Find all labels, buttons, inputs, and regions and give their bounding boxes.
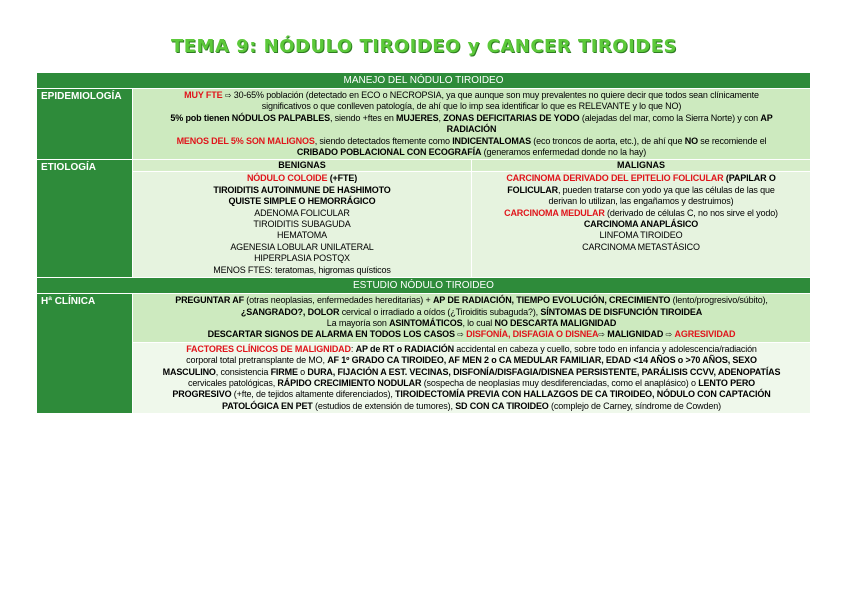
epi-text-2: significativos o que conlleven patología, de ahí que lo imp sea identificar lo que es RELEVANTE y lo que NO) [261, 101, 682, 112]
factores-red: FACTORES CLÍNICOS DE MALIGNIDAD [186, 343, 351, 354]
factores-bold: DURA, FIJACIÓN A EST. VECINAS, DISFONÍA/DISFAGIA/DISNEA PERSISTENTE, PARÁLISIS CCVV, ADENOPATÍAS [307, 366, 781, 377]
factores-line-4 [137, 378, 806, 389]
list-item [137, 196, 467, 207]
clinica-bold: ASINTOMÁTICOS [389, 317, 463, 328]
clinica-text: (otras neoplasias, enfermedades hereditarias) + [243, 295, 433, 306]
clinica-bold: SÍNTOMAS DE DISFUNCIÓN TIROIDEA [540, 306, 703, 317]
benigna-bold: QUISTE SIMPLE O HEMORRÁGICO [228, 196, 376, 207]
clinica-line-3 [137, 318, 806, 329]
epi-line-6 [137, 147, 806, 158]
epi-line-5 [137, 136, 806, 147]
maligna-text: (derivado de células C, no nos sirve el yodo) [604, 207, 778, 218]
list-item: HEMATOMA [277, 230, 327, 241]
maligna-red: CARCINOMA MEDULAR [504, 207, 605, 218]
factores-bold: SD CON CA TIROIDEO [455, 400, 549, 411]
list-item [476, 219, 806, 230]
factores-text: cervicales patológicas, [187, 377, 278, 388]
clinica-text: , lo cual [462, 317, 495, 328]
factores-text: o [297, 366, 308, 377]
list-item: AGENESIA LOBULAR UNILATERAL [230, 241, 374, 252]
epidemiologia-row [37, 89, 811, 160]
factores-text: : [350, 343, 356, 354]
clinica-line-4 [137, 329, 806, 340]
epi-text: (alejadas del mar, como la Sierra Norte) y con [579, 112, 761, 123]
epi-line-4 [137, 124, 806, 135]
clinica-line-1 [137, 295, 806, 306]
epi-text-1: 30-65% población (detectado en ECO o NECROPSIA, ya que aunque son muy prevalentes no quiere decir que todos sean clínicamente [231, 90, 759, 100]
clinica-bold: PREGUNTAR AF [175, 295, 244, 306]
factores-line-2 [137, 355, 806, 366]
factores-bold: AF 1º GRADO CA TIROIDEO, AF MEN 2 o CA MEDULAR FAMILIAR, EDAD <14 AÑOS o >70 AÑOS, SEXO [327, 355, 757, 366]
epi-text: , siendo +ftes en [329, 112, 397, 123]
list-item: HIPERPLASIA POSTQX [254, 253, 350, 264]
epi-bold: 5% pob tienen NÓDULOS PALPABLES [170, 112, 330, 123]
epi-text: , [438, 112, 444, 123]
list-item: TIROIDITIS SUBAGUDA [253, 219, 351, 230]
epi-text: , siendo detectados ftemente como [314, 135, 453, 146]
clinica-text: La mayoría son [326, 317, 390, 328]
benigna-red: NÓDULO COLOIDE [246, 173, 328, 184]
epi-bold: MUJERES [396, 112, 439, 123]
manejo-header: MANEJO DEL NÓDULO TIROIDEO [37, 73, 811, 89]
epi-line-2 [137, 101, 806, 112]
manejo-header-row [37, 73, 811, 89]
factores-line-1 [137, 344, 806, 355]
clinica-label: Hª CLÍNICA [37, 294, 133, 414]
clinica-text: cervical o irradiado a oídos (¿Tiroiditis subaguda?), [339, 306, 541, 317]
clinica-red: AGRESIVIDAD [674, 329, 736, 340]
epi-bold: CRIBADO POBLACIONAL CON ECOGRAFÍA [296, 147, 482, 158]
epi-bold: AP [760, 112, 773, 123]
maligna-bold: CARCINOMA ANAPLÁSICO [583, 219, 699, 230]
list-item: ADENOMA FOLICULAR [254, 207, 350, 218]
etiologia-label: ETIOLOGÍA [37, 160, 133, 278]
clinica-bold: AP DE RADIACIÓN, TIEMPO EVOLUCIÓN, CRECIMIENTO [432, 295, 671, 306]
estudio-header: ESTUDIO NÓDULO TIROIDEO [37, 278, 811, 294]
clinica-text: (lento/progresivo/súbito), [670, 295, 768, 306]
arrow-icon: ⇨ [224, 91, 232, 100]
clinica-bold: ¿SANGRADO?, DOLOR [240, 306, 340, 317]
factores-text: corporal total pretransplante de MO, [186, 355, 328, 366]
factores-line-6 [137, 401, 806, 412]
list-item [137, 185, 467, 196]
list-item [476, 173, 806, 184]
maligna-bold: FOLICULAR [507, 184, 558, 195]
arrow-icon: ⇨ [665, 330, 673, 340]
malignas-list [472, 172, 811, 278]
factores-bold: PATOLÓGICA EN PET [222, 400, 313, 411]
benigna-bold: TIROIDITIS AUTOINMUNE DE HASHIMOTO [213, 184, 391, 195]
maligna-text: , pueden tratarse con yodo ya que las células de las que [557, 184, 775, 195]
factores-bold: RÁPIDO CRECIMIENTO NODULAR [277, 377, 422, 388]
clinica-bold: DESCARTAR SIGNOS DE ALARMA EN TODOS LOS CASOS [207, 329, 455, 340]
factores-row [37, 342, 811, 413]
factores-bold: LENTO PERO [698, 377, 756, 388]
factores-bold: MASCULINO [162, 366, 216, 377]
malignas-header: MALIGNAS [472, 160, 811, 172]
summary-table [36, 72, 811, 414]
epi-text: (generamos enfermedad donde no la hay) [481, 147, 647, 158]
clinica-bold: MALIGNIDAD [607, 329, 664, 340]
list-item: MENOS FTES: teratomas, higromas quísticos [213, 264, 391, 275]
list-item [476, 208, 806, 219]
etiologia-subheader-row [37, 160, 811, 172]
epi-text: (eco troncos de aorta, etc.), de ahí que [530, 135, 685, 146]
epi-muy-fte: MUY FTE [184, 90, 223, 100]
epi-bold: INDICENTALOMAS [452, 135, 531, 146]
epi-bold: RADIACIÓN [446, 124, 497, 135]
arrow-icon: ⇨ [598, 330, 605, 340]
clinica-bold: NO DESCARTA MALIGNIDAD [494, 317, 617, 328]
list-item: CARCINOMA METASTÁSICO [582, 241, 700, 252]
estudio-header-row [37, 278, 811, 294]
maligna-red: CARCINOMA DERIVADO DEL EPITELIO FOLICULAR [506, 173, 724, 184]
factores-text: (sospecha de neoplasias muy desdiferenciadas, como el anaplásico) o [421, 377, 699, 388]
epi-text: se recomiende el [697, 135, 767, 146]
benignas-list [133, 172, 472, 278]
benignas-header: BENIGNAS [133, 160, 472, 172]
epi-red: MENOS DEL 5% SON MALIGNOS [176, 135, 315, 146]
benigna-bold: (+FTE) [327, 173, 358, 184]
list-item [137, 173, 467, 184]
factores-line-3 [137, 367, 806, 378]
epi-line-1 [137, 90, 806, 101]
factores-content [133, 342, 811, 413]
maligna-bold: (PAPILAR O [723, 173, 776, 184]
clinica-line-2 [137, 307, 806, 318]
list-item: derivan lo utilizan, las engañamos y destruimos) [548, 196, 734, 207]
factores-text: (complejo de Carney, síndrome de Cowden) [548, 400, 721, 411]
factores-text: (+fte, de tejidos altamente diferenciados), [231, 389, 396, 400]
factores-bold: PROGRESIVO [172, 389, 232, 400]
factores-bold: TIROIDECTOMÍA PREVIA CON HALLAZGOS DE CA TIROIDEO, NÓDULO CON CAPTACIÓN [395, 389, 771, 400]
factores-text: (estudios de extensión de tumores), [312, 400, 456, 411]
epi-line-3 [137, 113, 806, 124]
factores-text: , consistencia [215, 366, 271, 377]
factores-text: accidental en cabeza y cuello, sobre todo en infancia y adolescencia/radiación [453, 343, 757, 354]
arrow-icon: ⇨ [457, 330, 464, 340]
list-item: LINFOMA TIROIDEO [599, 230, 683, 241]
factores-bold: FIRME [270, 366, 298, 377]
etiologia-row [37, 172, 811, 278]
epidemiologia-label: EPIDEMIOLOGÍA [37, 89, 133, 160]
clinica-content [133, 294, 811, 343]
factores-line-5 [137, 389, 806, 400]
epi-bold: ZONAS DEFICITARIAS DE YODO [443, 112, 580, 123]
list-item [476, 185, 806, 196]
page-title: TEMA 9: NÓDULO TIROIDEO y CANCER TIROIDES [170, 36, 677, 57]
epi-bold: NO [684, 135, 698, 146]
clinica-red: DISFONÍA, DISFAGIA O DISNEA [466, 329, 599, 340]
epidemiologia-content [133, 89, 811, 160]
clinica-row [37, 294, 811, 343]
factores-bold: AP de RT o RADIACIÓN [355, 343, 454, 354]
